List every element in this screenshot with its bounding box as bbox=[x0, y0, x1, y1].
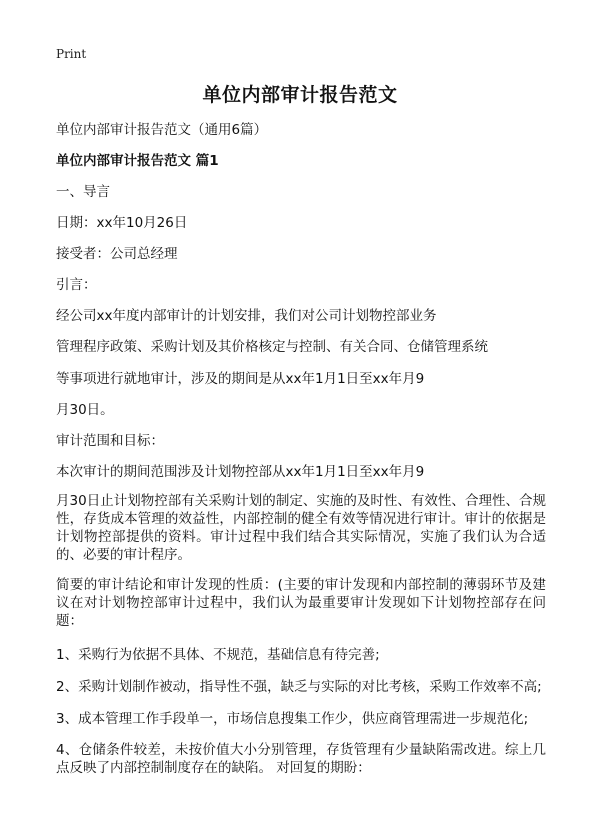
text-line: 引言： bbox=[56, 277, 97, 293]
text-line: 经公司xx年度内部审计的计划安排，我们对公司计划物控部业务 bbox=[56, 308, 437, 324]
finding-item: 1、采购行为依据不具体、不规范，基础信息有待完善; bbox=[56, 647, 380, 663]
text-line: 接受者：公司总经理 bbox=[56, 246, 178, 262]
text-line: 本次审计的期间范围涉及计划物控部从xx年1月1日至xx年月9 bbox=[56, 464, 425, 480]
document-title: 单位内部审计报告范文 bbox=[202, 84, 398, 106]
text-line: 月30日。 bbox=[56, 402, 114, 418]
section-heading: 单位内部审计报告范文 篇1 bbox=[56, 153, 219, 169]
text-line: 管理程序政策、采购计划及其价格核定与控制、有关合同、仓储管理系统 bbox=[56, 339, 488, 355]
finding-item: 3、成本管理工作手段单一，市场信息搜集工作少，供应商管理需进一步规范化; bbox=[56, 711, 529, 727]
text-line: 等事项进行就地审计，涉及的期间是从xx年1月1日至xx年月9 bbox=[56, 371, 425, 387]
paragraph-scope: 月30日止计划物控部有关采购计划的制定、实施的及时性、有效性、合理性、合规性，存货成本管理的效益性，内部控制的健全有效等情况进行审计。审计的依据是计划物控部提供的资料。审计过程中我们结合其实际情况，实施了我们认为合适的、必要的审计程序。 bbox=[56, 493, 546, 563]
print-label[interactable]: Print bbox=[56, 47, 87, 61]
paragraph-last: 4、仓储条件较差，未按价值大小分别管理，存货管理有少量缺陷需改进。综上几点反映了内部控制制度存在的缺陷。 对回复的期盼： bbox=[56, 742, 546, 776]
text-line: 日期：xx年10月26日 bbox=[56, 215, 188, 231]
paragraph-findings: 简要的审计结论和审计发现的性质：(主要的审计发现和内部控制的薄弱环节及建议在对计划物控部审计过程中，我们认为最重要审计发现如下计划物控部存在问题： bbox=[56, 577, 546, 629]
document-subtitle: 单位内部审计报告范文（通用6篇） bbox=[56, 122, 268, 138]
text-line: 审计范围和目标： bbox=[56, 433, 164, 449]
text-line: 一、导言 bbox=[56, 184, 110, 200]
finding-item: 2、采购计划制作被动，指导性不强，缺乏与实际的对比考核，采购工作效率不高; bbox=[56, 679, 542, 695]
